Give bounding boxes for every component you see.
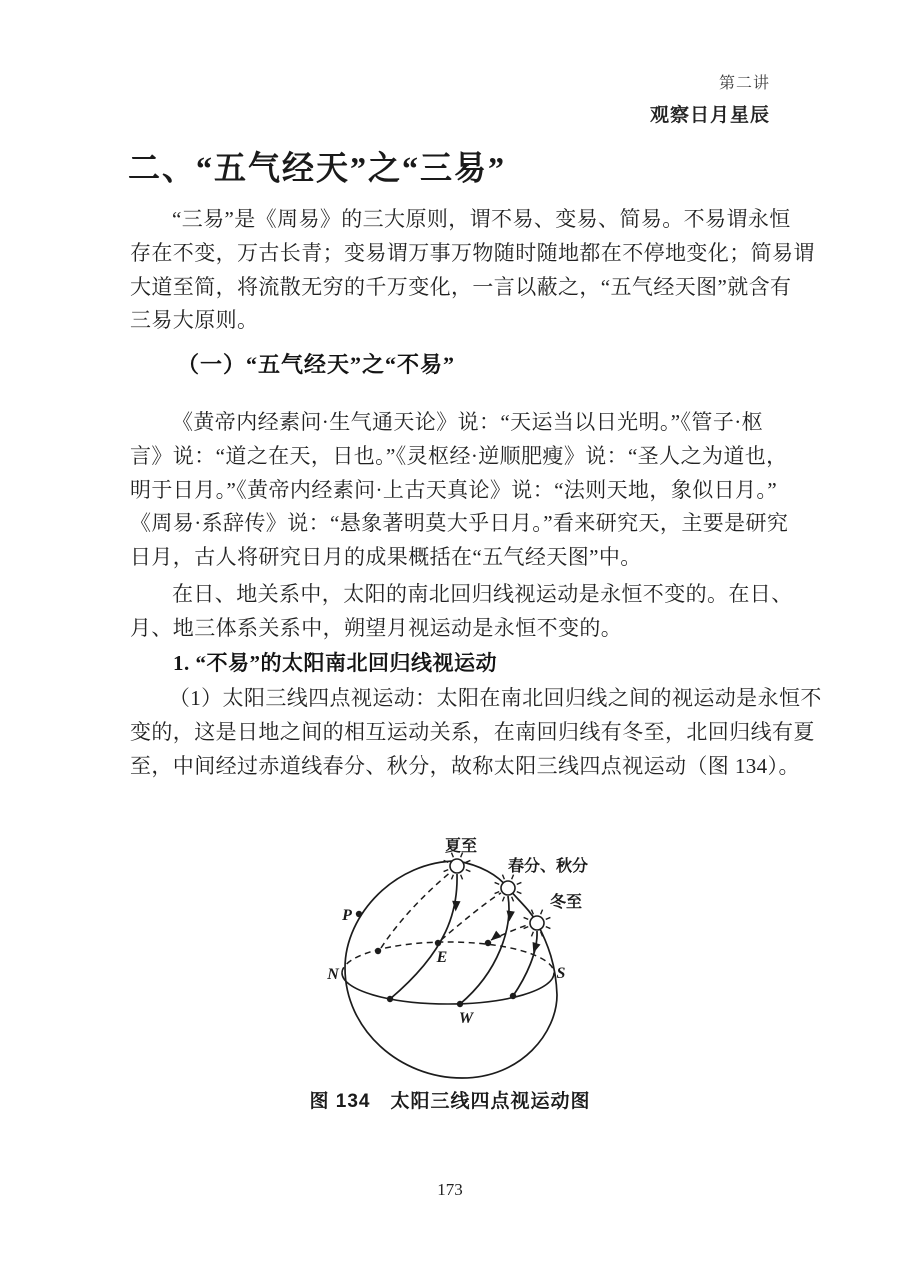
text-line: 《周易·系辞传》说：“悬象著明莫大乎日月。”看来研究天，主要是研究 <box>130 511 789 536</box>
text-line: 变的，这是日地之间的相互运动关系，在南回归线有冬至，北回归线有夏 <box>130 719 815 744</box>
horizon-back-dashed <box>342 942 554 973</box>
subsection-heading-2: 1. “不易”的太阳南北回归线视运动 <box>173 651 497 675</box>
set-point-summer <box>387 996 393 1002</box>
setting-path-summer <box>390 874 457 999</box>
text-line: 存在不变，万古长青；变易谓万事万物随时随地都在不停地变化；简易谓 <box>130 240 815 265</box>
page-title: 二、“五气经天”之“三易” <box>128 149 507 187</box>
pole-point <box>356 911 362 917</box>
east-point <box>435 940 441 946</box>
label-summer-solstice: 夏至 <box>444 838 478 855</box>
text-line: 在日、地关系中，太阳的南北回归线视运动是永恒不变的。在日、 <box>172 582 793 606</box>
text-line: 言》说：“道之在天，日也。”《灵枢经·逆顺肥瘦》说：“圣人之为道也， <box>130 443 788 468</box>
figure-caption: 图 134 太阳三线四点视运动图 <box>309 1091 591 1112</box>
label-west-W: W <box>458 1010 474 1027</box>
set-point-winter <box>510 993 516 999</box>
label-east-E: E <box>436 949 448 966</box>
setting-path-winter <box>513 931 537 996</box>
label-equinoxes: 春分、秋分 <box>507 858 589 875</box>
text-line: 三易大原则。 <box>130 308 259 333</box>
setting-path-equinox <box>460 896 509 1004</box>
text-line: 大道至简，将流散无穷的千万变化，一言以蔽之，“五气经天图”就含有 <box>130 274 792 299</box>
paragraph-1 <box>130 203 815 338</box>
label-pole-P: P <box>342 907 352 924</box>
text-line: 月、地三体系关系中，朔望月视运动是永恒不变的。 <box>130 615 623 640</box>
label-winter-solstice: 冬至 <box>549 894 583 911</box>
text-line: 明于日月。”《黄帝内经素问·上古天真论》说：“法则天地，象似日月。” <box>130 477 778 502</box>
arrow-down-equinox <box>505 910 515 922</box>
page-number: 173 <box>437 1180 463 1199</box>
rising-path-equinox <box>441 893 501 940</box>
figure-sun-motion-diagram <box>300 828 620 1088</box>
label-south-S: S <box>556 965 566 982</box>
celestial-sphere-outline <box>345 861 557 1078</box>
text-line: 至，中间经过赤道线春分、秋分，故称太阳三线四点视运动（图 134）。 <box>130 753 800 778</box>
text-line: （1）太阳三线四点视运动：太阳在南北回归线之间的视运动是永恒不 <box>168 686 822 710</box>
set-point-equinox <box>457 1001 463 1007</box>
text-line: 《黄帝内经素问·生气通天论》说：“天运当以日光明。”《管子·枢 <box>172 410 764 434</box>
rise-point-winter <box>485 940 491 946</box>
paragraph-4 <box>130 682 822 783</box>
horizon-front <box>342 973 554 1004</box>
header-chapter-label: 第二讲 <box>718 75 770 92</box>
text-line: “三易”是《周易》的三大原则，谓不易、变易、简易。不易谓永恒 <box>172 207 791 231</box>
paragraph-3 <box>130 578 793 646</box>
subsection-heading-1: （一）“五气经天”之“不易” <box>177 352 456 377</box>
label-north-N: N <box>327 966 339 983</box>
paragraph-2 <box>130 406 789 575</box>
header-section-title: 观察日月星辰 <box>649 105 770 126</box>
text-line: 日月，古人将研究日月的成果概括在“五气经天图”中。 <box>130 545 642 570</box>
rise-point-summer <box>375 948 381 954</box>
